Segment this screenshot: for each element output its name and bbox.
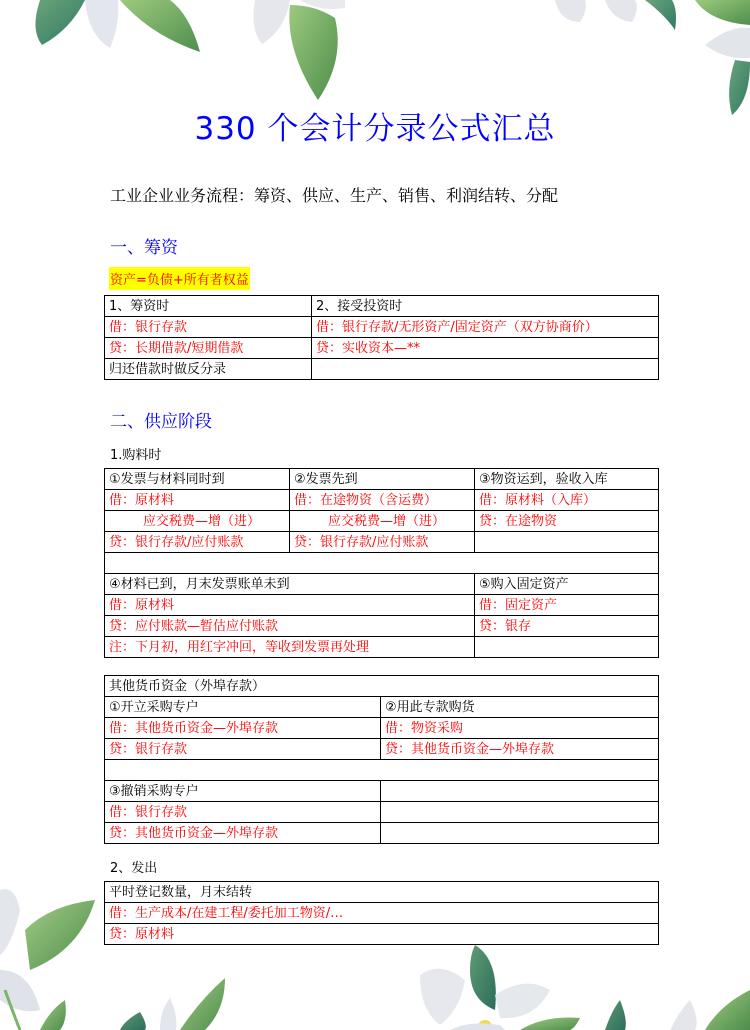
table-cell <box>475 532 659 553</box>
table-row <box>105 760 659 781</box>
table-row <box>105 296 659 317</box>
credit-entry: 贷：原材料 <box>105 924 659 945</box>
credit-entry: 贷：银行存款 <box>105 739 381 760</box>
debit-entry: 应交税费—增（进） <box>290 511 475 532</box>
table-cell: ①开立采购专户 <box>105 697 381 718</box>
table-cell: ③物资运到，验收入库 <box>475 469 659 490</box>
credit-entry: 贷：银行存款/应付账款 <box>105 532 290 553</box>
debit-entry: 借：生产成本/在建工程/委托加工物资/… <box>105 903 659 924</box>
table-row <box>105 823 659 844</box>
issue-table <box>104 881 659 945</box>
table-cell: ①发票与材料同时到 <box>105 469 290 490</box>
debit-entry: 借：银行存款 <box>105 317 312 338</box>
table-row <box>105 616 659 637</box>
debit-entry: 借：固定资产 <box>475 595 659 616</box>
table-row <box>105 739 659 760</box>
table-row <box>105 697 659 718</box>
table-row <box>105 718 659 739</box>
business-flow-subtitle: 工业企业业务流程：筹资、供应、生产、销售、利润结转、分配 <box>110 186 559 205</box>
table-cell: ②发票先到 <box>290 469 475 490</box>
credit-entry: 贷：银存 <box>475 616 659 637</box>
table-row <box>105 903 659 924</box>
table-cell: ⑤购入固定资产 <box>475 574 659 595</box>
purchase-table <box>104 468 659 658</box>
table-cell: ③撤销采购专户 <box>105 781 381 802</box>
debit-entry: 借：物资采购 <box>381 718 659 739</box>
debit-entry: 借：其他货币资金—外埠存款 <box>105 718 381 739</box>
subheading-issue: 2、发出 <box>110 861 158 876</box>
table-cell: 2、接受投资时 <box>312 296 659 317</box>
table-row <box>105 469 659 490</box>
table-row <box>105 781 659 802</box>
debit-entry: 借：原材料 <box>105 595 475 616</box>
credit-entry: 贷：银行存款/应付账款 <box>290 532 475 553</box>
note-entry: 注：下月初，用红字冲回，等收到发票再处理 <box>105 637 475 658</box>
table-cell <box>381 781 659 802</box>
credit-entry: 贷：应付账款—暂估应付账款 <box>105 616 475 637</box>
table-row <box>105 574 659 595</box>
table-cell <box>105 760 659 781</box>
financing-table <box>104 295 659 380</box>
debit-entry: 借：在途物资（含运费） <box>290 490 475 511</box>
table-cell: 其他货币资金（外埠存款） <box>105 676 659 697</box>
credit-entry: 贷：在途物资 <box>475 511 659 532</box>
table-cell <box>475 637 659 658</box>
table-row <box>105 490 659 511</box>
debit-entry: 借：原材料 <box>105 490 290 511</box>
table-row <box>105 637 659 658</box>
table-cell <box>105 553 659 574</box>
table-row <box>105 595 659 616</box>
table-row <box>105 676 659 697</box>
table-row <box>105 511 659 532</box>
credit-entry: 贷：其他货币资金—外埠存款 <box>381 739 659 760</box>
table-row <box>105 359 659 380</box>
table-row <box>105 338 659 359</box>
table-cell: 归还借款时做反分录 <box>105 359 312 380</box>
table-cell: 平时登记数量，月末结转 <box>105 882 659 903</box>
debit-entry: 借：银行存款/无形资产/固定资产（双方协商价） <box>312 317 659 338</box>
section-heading-supply: 二、供应阶段 <box>110 412 212 432</box>
table-row <box>105 802 659 823</box>
table-cell <box>312 359 659 380</box>
debit-entry: 借：银行存款 <box>105 802 381 823</box>
table-row <box>105 317 659 338</box>
table-row <box>105 882 659 903</box>
table-cell: ②用此专款购货 <box>381 697 659 718</box>
table-cell: 1、筹资时 <box>105 296 312 317</box>
section-heading-financing: 一、筹资 <box>110 238 178 258</box>
table-cell: ④材料已到，月末发票账单未到 <box>105 574 475 595</box>
accounting-equation-highlight: 资产=负债+所有者权益 <box>109 267 250 290</box>
table-row <box>105 924 659 945</box>
table-cell <box>381 823 659 844</box>
credit-entry: 贷：实收资本—** <box>312 338 659 359</box>
subheading-purchase: 1.购料时 <box>110 448 162 463</box>
document-title: 330 个会计分录公式汇总 <box>194 111 556 147</box>
debit-entry: 应交税费—增（进） <box>105 511 290 532</box>
credit-entry: 贷：其他货币资金—外埠存款 <box>105 823 381 844</box>
table-row <box>105 532 659 553</box>
table-cell <box>381 802 659 823</box>
credit-entry: 贷：长期借款/短期借款 <box>105 338 312 359</box>
table-row <box>105 553 659 574</box>
other-monetary-funds-table <box>104 675 659 844</box>
debit-entry: 借：原材料（入库） <box>475 490 659 511</box>
